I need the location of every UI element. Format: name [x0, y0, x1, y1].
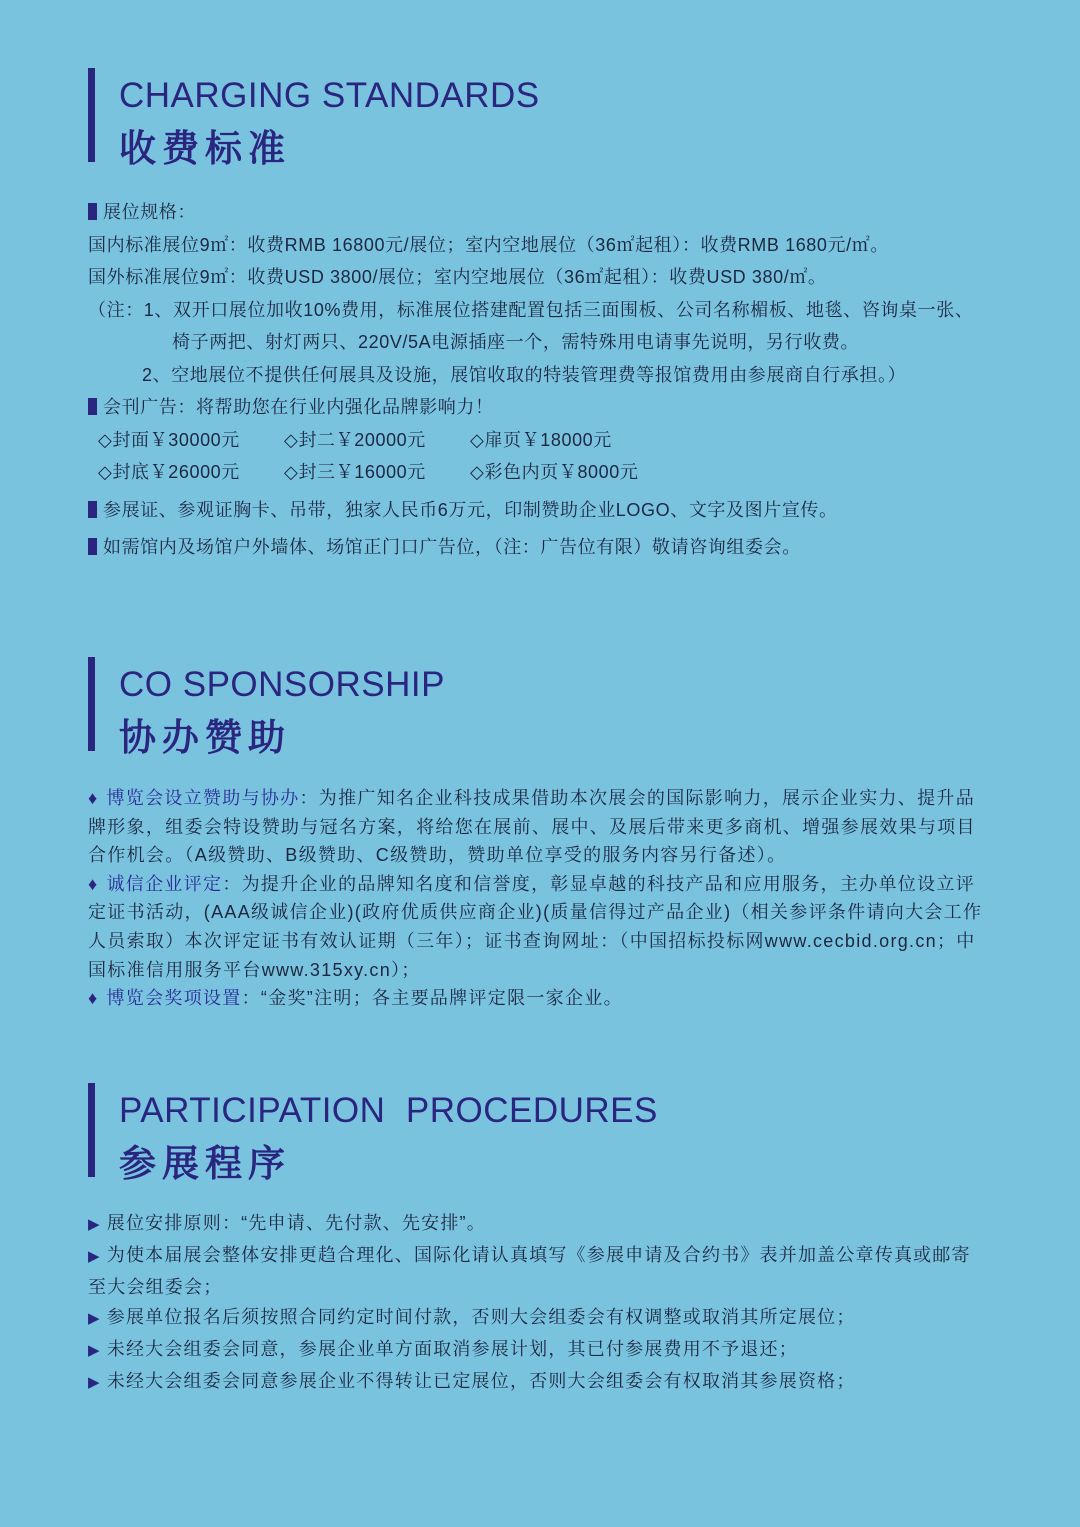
- section-accent-bar: [88, 68, 95, 162]
- section-title-en: CHARGING STANDARDS: [119, 76, 540, 115]
- ad-heading: 会刊广告：将帮助您在行业内强化品牌影响力！: [103, 397, 494, 417]
- price-line: 国内标准展位9㎡：收费RMB 16800元/展位；室内空地展位（36㎡起租）：收费RMB 1680元/㎡。: [88, 234, 889, 255]
- item-label: 博览会奖项设置: [106, 988, 242, 1009]
- item-text: ：“金奖”注明；各主要品牌评定限一家企业。: [241, 988, 623, 1009]
- procedure-item: [88, 1302, 983, 1334]
- sponsorship-item: [88, 784, 983, 870]
- note-line: 椅子两把、射灯两只、220V/5A电源插座一个，需特殊用电请事先说明，另行收费。: [172, 332, 860, 352]
- note-line: （注：1、双开口展位加收10%费用，标准展位搭建配置包括三面围板、公司名称楣板、地毯、咨询桌一张、: [88, 299, 974, 320]
- ad-price: ◇封面￥30000元: [98, 429, 240, 450]
- section-accent-bar: [88, 1083, 95, 1177]
- item-text: 参展单位报名后须按照合同约定时间付款，否则大会组委会有权调整或取消其所定展位；: [106, 1307, 856, 1327]
- section-title-zh: 协办赞助: [119, 717, 291, 758]
- procedure-item: [88, 1208, 983, 1240]
- note-line: 2、空地展位不提供任何展具及设施，展馆收取的特装管理费等报馆费用由参展商自行承担。）: [142, 364, 907, 385]
- procedure-item: [88, 1366, 983, 1398]
- triangle-bullet-icon: ▶: [88, 1342, 101, 1359]
- square-bullet-icon: [88, 538, 97, 555]
- square-bullet-icon: [88, 501, 97, 518]
- sponsorship-item: [88, 870, 983, 984]
- square-bullet-icon: [88, 203, 97, 220]
- badge-line: 参展证、参观证胸卡、吊带，独家人民币6万元，印制赞助企业LOGO、文字及图片宣传。: [103, 499, 838, 520]
- procedure-item: [88, 1240, 983, 1302]
- ad-price: ◇扉页￥18000元: [470, 429, 612, 450]
- section-title-zh: 参展程序: [119, 1143, 291, 1184]
- triangle-bullet-icon: ▶: [88, 1248, 101, 1265]
- item-text: 未经大会组委会同意，参展企业单方面取消参展计划，其已付参展费用不予退还；: [106, 1339, 798, 1359]
- section-title-zh: 收费标准: [119, 128, 291, 169]
- item-label: 诚信企业评定: [106, 873, 223, 894]
- item-text: 未经大会组委会同意参展企业不得转让已定展位，否则大会组委会有权取消其参展资格；: [106, 1371, 856, 1391]
- triangle-bullet-icon: ▶: [88, 1310, 101, 1327]
- section-title-en: CO SPONSORSHIP: [119, 665, 445, 704]
- ad-price: ◇封二￥20000元: [284, 429, 426, 450]
- procedure-item: [88, 1334, 983, 1366]
- item-text: 展位安排原则：“先申请、先付款、先安排”。: [106, 1213, 486, 1233]
- diamond-bullet-icon: ♦: [88, 788, 99, 808]
- item-text: ：为推广知名企业科技成果借助本次展会的国际影响力，展示企业实力、提升品牌形象，组委会特设赞助与冠名方案，将给您在展前、展中、及展后带来更多商机、增强参展效果与项目合作机会。（A级赞助、B级赞助、C级赞助，赞助单位享受的服务内容另行备述）。: [88, 788, 976, 866]
- triangle-bullet-icon: ▶: [88, 1216, 101, 1233]
- section-accent-bar: [88, 657, 95, 751]
- charging-body: [88, 196, 983, 564]
- ad-price: ◇彩色内页￥8000元: [470, 462, 639, 482]
- triangle-bullet-icon: ▶: [88, 1374, 101, 1391]
- price-line: 国外标准展位9㎡：收费USD 3800/展位；室内空地展位（36㎡起租）：收费USD 380/㎡。: [88, 267, 827, 287]
- ad-price: ◇封三￥16000元: [284, 462, 426, 482]
- ad-price: ◇封底￥26000元: [98, 462, 240, 482]
- item-text: ：为提升企业的品牌知名度和信誉度，彰显卓越的科技产品和应用服务，主办单位设立评定证书活动，(AAA级诚信企业)(政府优质供应商企业)(质量信得过产品企业)（相关参评条件请向大会工作人员索取）本次评定证书有效认证期（三年）；证书查询网址：（中国招标投标网www.cecbid.org.cn；中国标准信用服务平台www.315xy.cn）；: [88, 873, 983, 980]
- venue-line: 如需馆内及场馆户外墙体、场馆正门口广告位，（注：广告位有限）敬请咨询组委会。: [103, 537, 801, 557]
- section-title-en: PARTICIPATION PROCEDURES: [119, 1091, 658, 1130]
- item-text: 为使本届展会整体安排更趋合理化、国际化请认真填写《参展申请及合约书》表并加盖公章传真或邮寄至大会组委会；: [88, 1245, 971, 1297]
- procedures-body: [88, 1208, 983, 1398]
- item-label: 博览会设立赞助与协办: [106, 788, 300, 808]
- booth-heading: 展位规格：: [103, 202, 196, 222]
- diamond-bullet-icon: ♦: [88, 988, 99, 1009]
- diamond-bullet-icon: ♦: [88, 873, 99, 894]
- sponsorship-item: [88, 984, 983, 1013]
- square-bullet-icon: [88, 398, 97, 415]
- sponsorship-body: [88, 784, 983, 1013]
